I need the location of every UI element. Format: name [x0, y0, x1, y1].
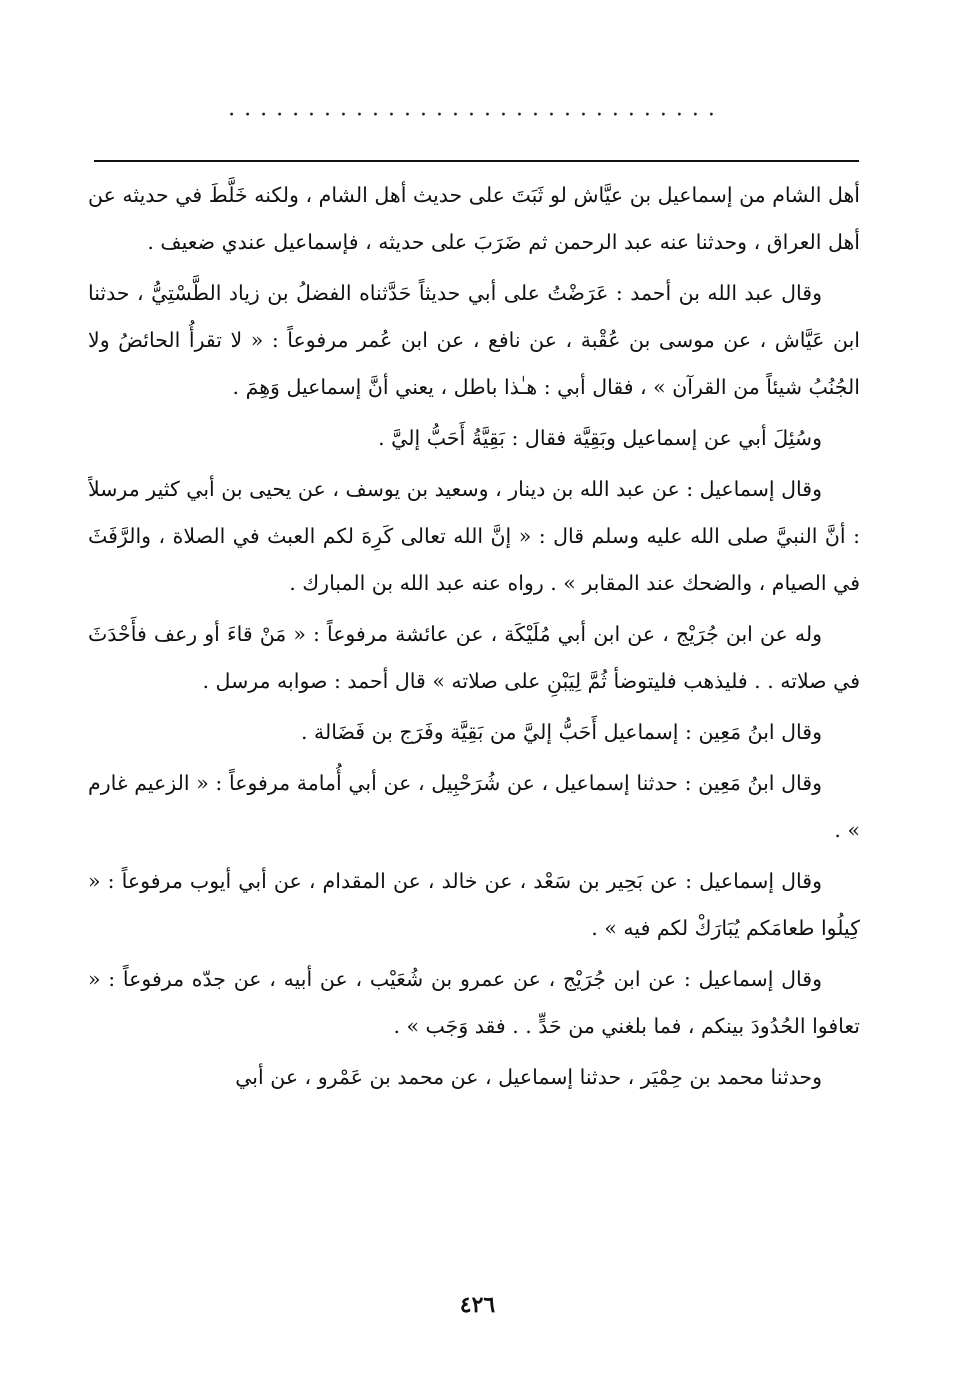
paragraph-8: وقال إسماعيل : عن بَحِير بن سَعْد ، عن خالد ، عن المقدام ، عن أبي أيوب مرفوعاً : « كِيلُوا طعامَكم يُبَارَكْ لكم فيه » .: [88, 869, 860, 940]
paragraph-6: وقال ابنُ مَعِين : إسماعيل أَحَبُّ إليَّ من بَقِيَّة وفَرَج بن فَضَالة .: [300, 720, 822, 744]
paragraph-10: وحدثنا محمد بن حِمْيَر ، حدثنا إسماعيل ، عن محمد بن عَمْرو ، عن أبي: [235, 1065, 822, 1089]
page-body: [88, 172, 860, 1272]
paragraph-2: وقال عبد الله بن أحمد : عَرَضْتُ على أبي حديثاً حَدَّثناه الفضلُ بن زياد الطَّسْتِيُّ ، حدثنا ابن عَيَّاش ، عن موسى بن عُقْبة ، عن نافع ، عن ابن عُمر مرفوعاً : « لا تقرأُ الحائضُ ولا الجُنُبُ شيئاً من القرآن » ، فقال أبي : هـٰذا باطل ، يعني أنَّ إسماعيل وَهِمَ .: [88, 281, 860, 399]
paragraph-3: وسُئِلَ أبي عن إسماعيل وبَقِيَّة فقال : بَقِيَّةُ أَحَبُّ إليَّ .: [378, 426, 822, 450]
paragraph-5: وله عن ابن جُرَيْج ، عن ابن أبي مُلَيْكَة ، عن عائشة مرفوعاً : « مَنْ قاءَ أو رعف فأَحْدَثَ في صلاته . . فليذهب فليتوضأ ثُمَّ لِيَبْنِ على صلاته » قال أحمد : صوابه مرسل .: [88, 622, 860, 693]
paragraph-1: أهل الشام من إسماعيل بن عيَّاش لو ثَبَتَ على حديث أهل الشام ، ولكنه خَلَّطَ في حديثه عن أهل العراق ، وحدثنا عنه عبد الرحمن ثم ضَرَبَ على حديثه ، فإسماعيل عندي ضعيف .: [88, 183, 860, 254]
page-number: ٤٢٦: [459, 1292, 496, 1318]
header-rule: [94, 160, 859, 162]
paragraph-9: وقال إسماعيل : عن ابن جُرَيْج ، عن عمرو بن شُعَيْب ، عن أبيه ، عن جدّه مرفوعاً : « تعافوا الحُدُودَ بينكم ، فما بلغني من حَدٍّ . . فقد وَجَب » .: [88, 967, 860, 1038]
header-dots: ·······························: [228, 108, 724, 124]
paragraph-4: وقال إسماعيل : عن عبد الله بن دينار ، وسعيد بن يوسف ، عن يحيى بن أبي كثير مرسلاً : أنَّ النبيَّ صلى الله عليه وسلم قال : « إنَّ الله تعالى كَرِهَ لكم العبث في الصلاة ، والرَّفَثَ في الصيام ، والضحك عند المقابر » . رواه عنه عبد الله بن المبارك .: [88, 477, 860, 595]
paragraph-7: وقال ابنُ مَعِين : حدثنا إسماعيل ، عن شُرَحْبِيل ، عن أبي أُمامة مرفوعاً : « الزعيم غارم » .: [88, 771, 860, 842]
